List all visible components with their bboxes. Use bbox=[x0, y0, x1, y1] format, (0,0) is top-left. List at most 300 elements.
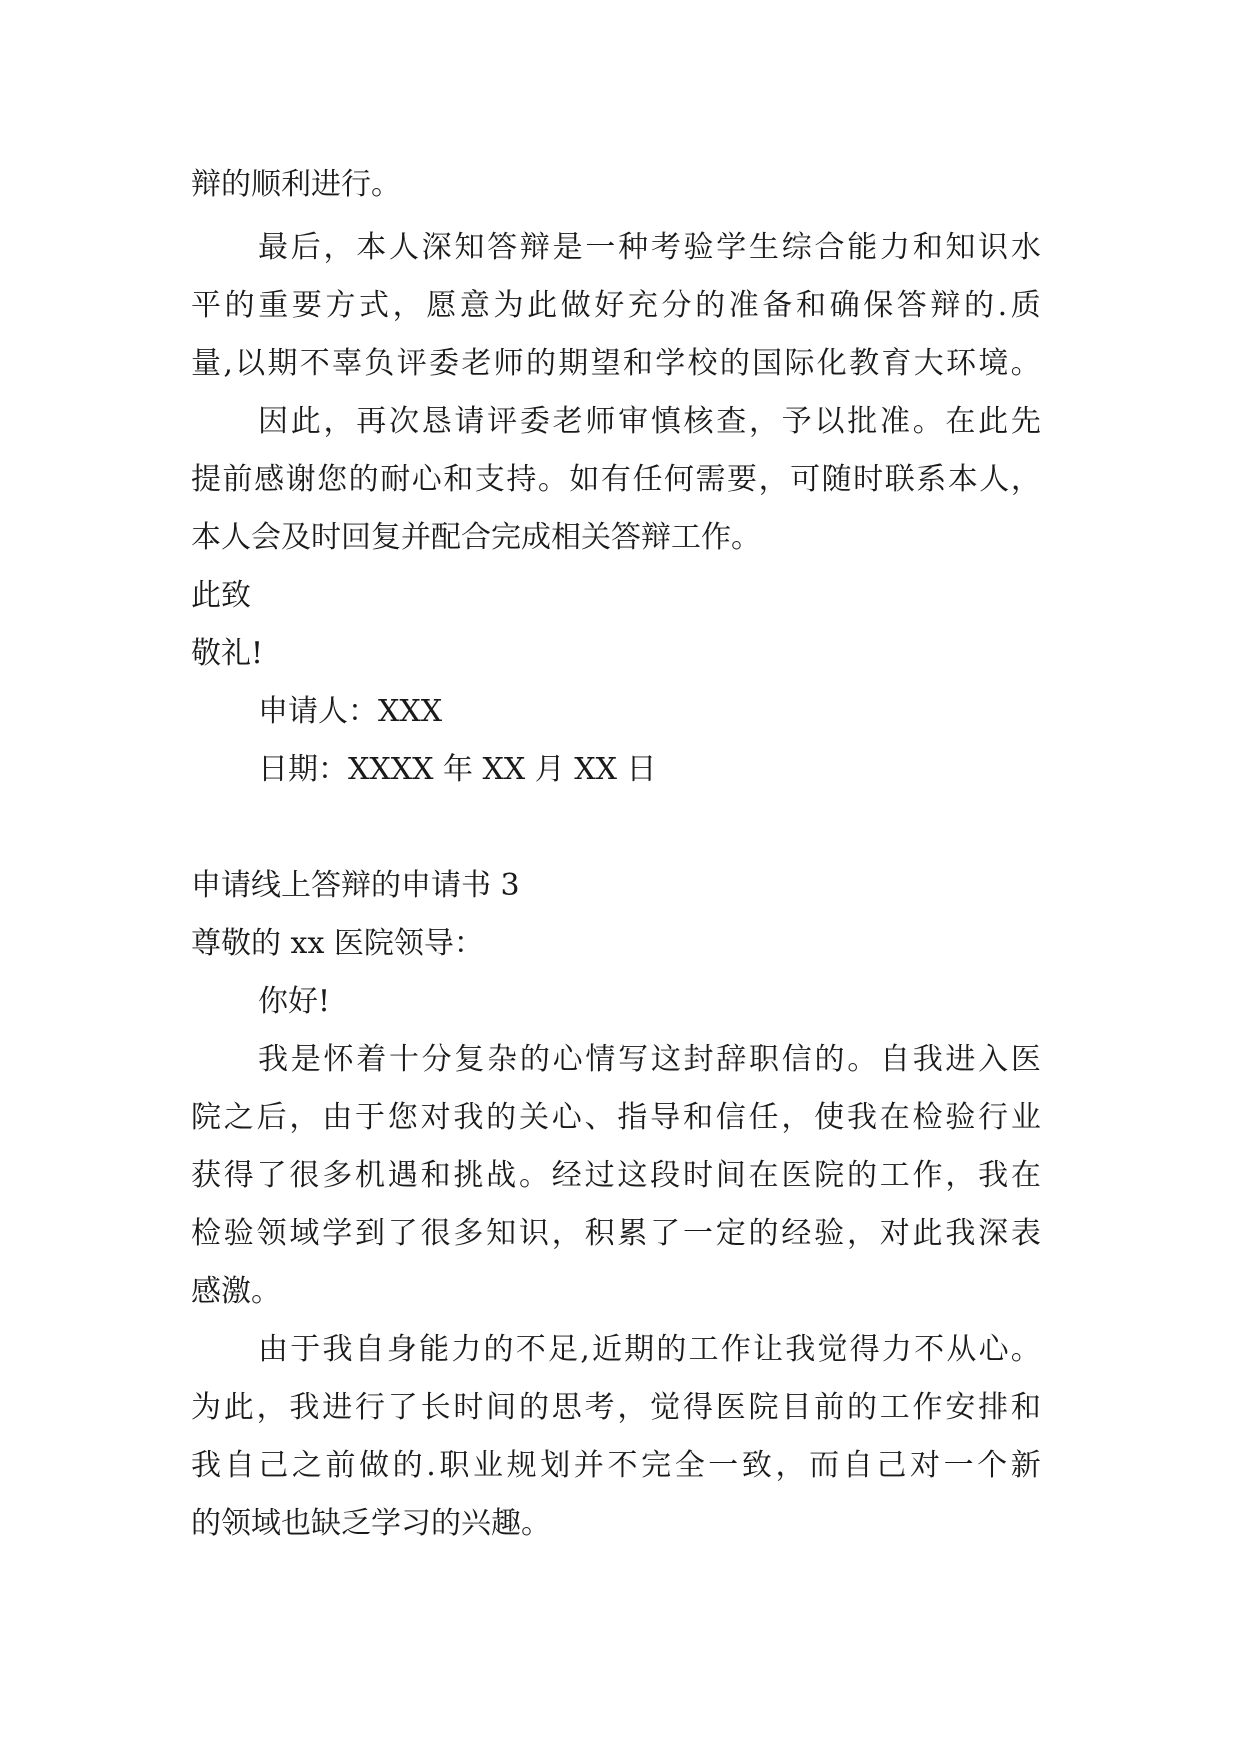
character: 的 bbox=[525, 346, 556, 381]
character: 信 bbox=[781, 1042, 812, 1077]
character: 本 bbox=[947, 462, 978, 497]
character: ， bbox=[758, 462, 789, 497]
character: 工 bbox=[688, 1332, 719, 1367]
character: 好 bbox=[594, 288, 625, 323]
character: 在 bbox=[879, 1100, 910, 1135]
character: 领 bbox=[256, 1216, 287, 1251]
character: 信 bbox=[715, 1100, 746, 1135]
character: ， bbox=[551, 1216, 582, 1251]
character: 、 bbox=[584, 1100, 615, 1135]
character: 有 bbox=[600, 462, 631, 497]
character: 心 bbox=[411, 462, 442, 497]
character: 我 bbox=[322, 1332, 353, 1367]
character: 很 bbox=[420, 1216, 451, 1251]
character: 最 bbox=[258, 230, 288, 265]
character: 量 bbox=[191, 346, 221, 381]
character: 于 bbox=[290, 1332, 321, 1367]
character: 需 bbox=[695, 462, 726, 497]
character: 深 bbox=[421, 230, 452, 265]
character: 重 bbox=[258, 288, 289, 323]
character: 验 bbox=[945, 1100, 976, 1135]
character: 不 bbox=[299, 346, 330, 381]
character: 院 bbox=[191, 1100, 221, 1135]
character: 能 bbox=[847, 230, 878, 265]
character: 定 bbox=[715, 1216, 746, 1251]
paragraph-line bbox=[258, 1332, 1041, 1367]
character: 。 bbox=[518, 1158, 549, 1193]
character: 意 bbox=[459, 288, 490, 323]
character: 工 bbox=[879, 1390, 910, 1425]
character: 觉 bbox=[650, 1390, 681, 1425]
character: 。 bbox=[912, 404, 943, 439]
character: 支 bbox=[474, 462, 505, 497]
character: 此 bbox=[290, 404, 321, 439]
paragraph-line bbox=[191, 1158, 1041, 1193]
character: 质 bbox=[1010, 288, 1041, 323]
character: 这 bbox=[617, 1158, 648, 1193]
character: 愿 bbox=[426, 288, 457, 323]
character: 和 bbox=[682, 1100, 713, 1135]
character: 己 bbox=[876, 1448, 907, 1483]
character: 不 bbox=[914, 1332, 945, 1367]
character: 身 bbox=[386, 1332, 417, 1367]
character: 大 bbox=[913, 346, 944, 381]
character: 于 bbox=[354, 1100, 385, 1135]
character: ， bbox=[781, 1100, 812, 1135]
paragraph-line bbox=[191, 346, 1041, 381]
character: 联 bbox=[884, 462, 915, 497]
character: 验 bbox=[223, 1216, 254, 1251]
character: 遇 bbox=[387, 1158, 418, 1193]
character: 累 bbox=[617, 1216, 648, 1251]
character: 并 bbox=[573, 1448, 604, 1483]
character: 答 bbox=[896, 288, 927, 323]
character: 前 bbox=[814, 1390, 845, 1425]
character: 人 bbox=[979, 462, 1010, 497]
character: 知 bbox=[486, 1216, 517, 1251]
character: 和 bbox=[622, 346, 653, 381]
character: 平 bbox=[191, 288, 221, 323]
character: 的 bbox=[814, 1042, 845, 1077]
character: , bbox=[580, 1332, 590, 1367]
character: 行 bbox=[354, 1390, 385, 1425]
date-line: 日期：XXXX 年 XX 月 XX 日 bbox=[258, 752, 657, 787]
character: 对 bbox=[420, 1100, 451, 1135]
character: 做 bbox=[359, 1448, 390, 1483]
character: 核 bbox=[683, 404, 714, 439]
character: 准 bbox=[879, 404, 910, 439]
character: ， bbox=[392, 288, 423, 323]
character: 前 bbox=[325, 1448, 356, 1483]
applicant-line: 申请人：XXX bbox=[258, 694, 443, 729]
character: 水 bbox=[1010, 230, 1041, 265]
character: 任 bbox=[632, 462, 663, 497]
character: 自 bbox=[879, 1042, 910, 1077]
salutation-line: 敬礼! bbox=[191, 636, 264, 671]
character: 本 bbox=[356, 230, 387, 265]
character: 师 bbox=[493, 346, 524, 381]
character: 种 bbox=[618, 230, 649, 265]
character: 要 bbox=[291, 288, 322, 323]
character: ， bbox=[846, 1216, 877, 1251]
character: 时 bbox=[453, 1390, 484, 1425]
character: 挑 bbox=[453, 1158, 484, 1193]
character: 的 bbox=[224, 288, 255, 323]
character: 力 bbox=[451, 1332, 482, 1367]
character: 由 bbox=[322, 1100, 353, 1135]
character: 我 bbox=[191, 1448, 221, 1483]
character: 杂 bbox=[487, 1042, 518, 1077]
character: 系 bbox=[916, 462, 947, 497]
character: 委 bbox=[429, 346, 460, 381]
character: 可 bbox=[790, 462, 821, 497]
character: 在 bbox=[748, 1158, 779, 1193]
character: 合 bbox=[814, 230, 845, 265]
character: 为 bbox=[493, 288, 524, 323]
character: 个 bbox=[977, 1448, 1008, 1483]
character: 经 bbox=[781, 1216, 812, 1251]
character: 以 bbox=[814, 404, 845, 439]
character: 封 bbox=[683, 1042, 714, 1077]
character: 辞 bbox=[716, 1042, 747, 1077]
closing-line: 此致 bbox=[191, 578, 251, 613]
character: 全 bbox=[674, 1448, 705, 1483]
character: 学 bbox=[655, 346, 686, 381]
character: 心 bbox=[978, 1332, 1009, 1367]
greeting-line: 你好! bbox=[258, 984, 331, 1019]
character: 医 bbox=[1010, 1042, 1041, 1077]
character: 式 bbox=[359, 288, 390, 323]
character: 保 bbox=[863, 288, 894, 323]
character: 的 bbox=[846, 1390, 877, 1425]
character: 域 bbox=[289, 1216, 320, 1251]
paragraph-line bbox=[191, 288, 1041, 323]
character: 很 bbox=[289, 1158, 320, 1193]
character: ， bbox=[945, 1158, 976, 1193]
character: 我 bbox=[289, 1390, 320, 1425]
character: 老 bbox=[461, 346, 492, 381]
character: 工 bbox=[879, 1158, 910, 1193]
character: 境 bbox=[978, 346, 1009, 381]
character: 检 bbox=[191, 1216, 221, 1251]
character: 得 bbox=[223, 1158, 254, 1193]
character: 排 bbox=[978, 1390, 1009, 1425]
character: 育 bbox=[881, 346, 912, 381]
character: 此 bbox=[912, 1216, 943, 1251]
character: 的 bbox=[348, 462, 379, 497]
character: 。 bbox=[537, 462, 568, 497]
character: 和 bbox=[795, 288, 826, 323]
character: 考 bbox=[584, 1390, 615, 1425]
character: 作 bbox=[912, 1390, 943, 1425]
character: 查 bbox=[716, 404, 747, 439]
character: 慎 bbox=[650, 404, 681, 439]
character: 一 bbox=[585, 230, 616, 265]
character: 国 bbox=[752, 346, 783, 381]
character: 之 bbox=[223, 1100, 254, 1135]
character: 规 bbox=[506, 1448, 537, 1483]
paragraph-line bbox=[191, 1448, 1041, 1483]
character: ， bbox=[323, 230, 354, 265]
character: 致 bbox=[741, 1448, 772, 1483]
character: 我 bbox=[785, 1332, 816, 1367]
character: 次 bbox=[388, 404, 419, 439]
character: 思 bbox=[551, 1390, 582, 1425]
character: 人 bbox=[388, 230, 419, 265]
character: 的 bbox=[392, 1448, 423, 1483]
character: 。 bbox=[1010, 346, 1041, 381]
character: 对 bbox=[879, 1216, 910, 1251]
character: 是 bbox=[552, 230, 583, 265]
paragraph-line bbox=[191, 462, 1041, 497]
character: 导 bbox=[650, 1100, 681, 1135]
character: 做 bbox=[560, 288, 591, 323]
character: 的 bbox=[748, 1216, 779, 1251]
character: 以 bbox=[235, 346, 266, 381]
character: 验 bbox=[814, 1216, 845, 1251]
character: 能 bbox=[419, 1332, 450, 1367]
character: 新 bbox=[1010, 1448, 1041, 1483]
character: 审 bbox=[618, 404, 649, 439]
character: 的 bbox=[846, 1158, 877, 1193]
character: 谢 bbox=[285, 462, 316, 497]
character: 深 bbox=[978, 1216, 1009, 1251]
character: 辩 bbox=[519, 230, 550, 265]
character: 感 bbox=[254, 462, 285, 497]
character: 际 bbox=[784, 346, 815, 381]
character: 而 bbox=[809, 1448, 840, 1483]
character: ， bbox=[617, 1390, 648, 1425]
character: 我 bbox=[453, 1100, 484, 1135]
character: 一 bbox=[943, 1448, 974, 1483]
paragraph-line: 辩的顺利进行。 bbox=[191, 167, 401, 202]
character: 目 bbox=[781, 1390, 812, 1425]
character: 职 bbox=[439, 1448, 470, 1483]
character: 任 bbox=[748, 1100, 779, 1135]
character: 入 bbox=[978, 1042, 1009, 1077]
character: 进 bbox=[322, 1390, 353, 1425]
character: 在 bbox=[1010, 1158, 1041, 1193]
character: 战 bbox=[486, 1158, 517, 1193]
character: 期 bbox=[624, 1332, 655, 1367]
character: 医 bbox=[715, 1390, 746, 1425]
character: 随 bbox=[821, 462, 852, 497]
paragraph-line bbox=[191, 1390, 1041, 1425]
character: 时 bbox=[853, 462, 884, 497]
character: 由 bbox=[258, 1332, 288, 1367]
character: 得 bbox=[682, 1390, 713, 1425]
paragraph-line: 感激。 bbox=[191, 1274, 281, 1309]
character: 作 bbox=[912, 1158, 943, 1193]
paragraph-line: 的领域也缺乏学习的兴趣。 bbox=[191, 1506, 551, 1541]
character: 我 bbox=[912, 1042, 943, 1077]
character: 院 bbox=[814, 1158, 845, 1193]
character: 获 bbox=[191, 1158, 221, 1193]
character: ， bbox=[749, 404, 780, 439]
character: 关 bbox=[518, 1100, 549, 1135]
character: 批 bbox=[847, 404, 878, 439]
paragraph-line bbox=[258, 1042, 1041, 1077]
character: 从 bbox=[946, 1332, 977, 1367]
character: 师 bbox=[585, 404, 616, 439]
character: 因 bbox=[258, 404, 288, 439]
character: ， bbox=[289, 1100, 320, 1135]
character: 此 bbox=[978, 404, 1009, 439]
paragraph-line bbox=[258, 230, 1041, 265]
character: 心 bbox=[551, 1100, 582, 1135]
character: 评 bbox=[487, 404, 518, 439]
character: 情 bbox=[585, 1042, 616, 1077]
character: 环 bbox=[946, 346, 977, 381]
character: 化 bbox=[816, 346, 847, 381]
character: 识 bbox=[518, 1216, 549, 1251]
character: 的 bbox=[519, 1042, 550, 1077]
character: 。 bbox=[847, 1042, 878, 1077]
character: 提 bbox=[191, 462, 221, 497]
character: 考 bbox=[650, 230, 681, 265]
character: 我 bbox=[945, 1216, 976, 1251]
character: 着 bbox=[356, 1042, 387, 1077]
character: 间 bbox=[486, 1390, 517, 1425]
character: 校 bbox=[687, 346, 718, 381]
character: 表 bbox=[1010, 1216, 1041, 1251]
character: 持 bbox=[506, 462, 537, 497]
character: 为 bbox=[191, 1390, 221, 1425]
character: 。 bbox=[1010, 1332, 1041, 1367]
character: 我 bbox=[846, 1100, 877, 1135]
character: 了 bbox=[650, 1216, 681, 1251]
character: 的 bbox=[964, 288, 995, 323]
character: 机 bbox=[354, 1158, 385, 1193]
character: 此 bbox=[527, 288, 558, 323]
character: 指 bbox=[617, 1100, 648, 1135]
character: 老 bbox=[552, 404, 583, 439]
character: 使 bbox=[814, 1100, 845, 1135]
character: 检 bbox=[912, 1100, 943, 1135]
character: 予 bbox=[781, 404, 812, 439]
character: 知 bbox=[945, 230, 976, 265]
character: 知 bbox=[454, 230, 485, 265]
character: 完 bbox=[641, 1448, 672, 1483]
character: 的 bbox=[719, 346, 750, 381]
character: 自 bbox=[354, 1332, 385, 1367]
character: 恳 bbox=[421, 404, 452, 439]
character: 写 bbox=[618, 1042, 649, 1077]
character: 学 bbox=[716, 230, 747, 265]
character: 充 bbox=[627, 288, 658, 323]
character: 足 bbox=[547, 1332, 578, 1367]
character: 期 bbox=[267, 346, 298, 381]
paragraph-line bbox=[191, 1100, 1041, 1135]
character: 过 bbox=[584, 1158, 615, 1193]
character: 评 bbox=[396, 346, 427, 381]
character: 和 bbox=[420, 1158, 451, 1193]
character: 辩 bbox=[930, 288, 961, 323]
character: 行 bbox=[978, 1100, 1009, 1135]
character: 十 bbox=[388, 1042, 419, 1077]
character: 划 bbox=[540, 1448, 571, 1483]
character: 验 bbox=[683, 230, 714, 265]
character: 复 bbox=[454, 1042, 485, 1077]
paragraph-line bbox=[191, 1216, 1041, 1251]
character: 的 bbox=[486, 1100, 517, 1135]
character: 此 bbox=[223, 1390, 254, 1425]
character: 一 bbox=[682, 1216, 713, 1251]
character: 委 bbox=[519, 404, 550, 439]
character: 的 bbox=[656, 1332, 687, 1367]
character: 心 bbox=[552, 1042, 583, 1077]
character: . bbox=[426, 1448, 436, 1483]
character: 方 bbox=[325, 288, 356, 323]
character: 经 bbox=[551, 1158, 582, 1193]
character: 您 bbox=[387, 1100, 418, 1135]
character: 了 bbox=[387, 1390, 418, 1425]
character: 的 bbox=[518, 1390, 549, 1425]
character: 在 bbox=[945, 404, 976, 439]
character: 要 bbox=[727, 462, 758, 497]
character: 是 bbox=[290, 1042, 321, 1077]
character: 识 bbox=[978, 230, 1009, 265]
character: 己 bbox=[258, 1448, 289, 1483]
character: 我 bbox=[258, 1042, 288, 1077]
letter-greeting: 尊敬的 xx 医院领导： bbox=[191, 926, 484, 961]
character: 一 bbox=[708, 1448, 739, 1483]
character: 前 bbox=[222, 462, 253, 497]
character: 望 bbox=[590, 346, 621, 381]
character: 业 bbox=[473, 1448, 504, 1483]
character: 后 bbox=[290, 230, 321, 265]
character: ， bbox=[775, 1448, 806, 1483]
character: 教 bbox=[849, 346, 880, 381]
character: 多 bbox=[453, 1216, 484, 1251]
character: 自 bbox=[224, 1448, 255, 1483]
character: 请 bbox=[454, 404, 485, 439]
character: 间 bbox=[715, 1158, 746, 1193]
character: 负 bbox=[364, 346, 395, 381]
character: 和 bbox=[912, 230, 943, 265]
character: 的 bbox=[483, 1332, 514, 1367]
character: 不 bbox=[515, 1332, 546, 1367]
character: 生 bbox=[749, 230, 780, 265]
character: 您 bbox=[317, 462, 348, 497]
character: 分 bbox=[661, 288, 692, 323]
character: 这 bbox=[650, 1042, 681, 1077]
character: 确 bbox=[829, 288, 860, 323]
character: 辜 bbox=[332, 346, 363, 381]
character: 的 bbox=[695, 288, 726, 323]
character: 后 bbox=[256, 1100, 287, 1135]
character: 和 bbox=[1010, 1390, 1041, 1425]
character: 到 bbox=[354, 1216, 385, 1251]
character: 近 bbox=[591, 1332, 622, 1367]
character: 时 bbox=[682, 1158, 713, 1193]
character: 医 bbox=[781, 1158, 812, 1193]
character: 让 bbox=[753, 1332, 784, 1367]
character: ， bbox=[1010, 462, 1041, 497]
character: 职 bbox=[749, 1042, 780, 1077]
paragraph-line bbox=[258, 404, 1041, 439]
character: 期 bbox=[558, 346, 589, 381]
character: 院 bbox=[748, 1390, 779, 1425]
character: 长 bbox=[420, 1390, 451, 1425]
character: 积 bbox=[584, 1216, 615, 1251]
character: 我 bbox=[978, 1158, 1009, 1193]
character: 觉 bbox=[817, 1332, 848, 1367]
character: 不 bbox=[607, 1448, 638, 1483]
character: 力 bbox=[879, 230, 910, 265]
character: ， bbox=[323, 404, 354, 439]
character: 如 bbox=[569, 462, 600, 497]
